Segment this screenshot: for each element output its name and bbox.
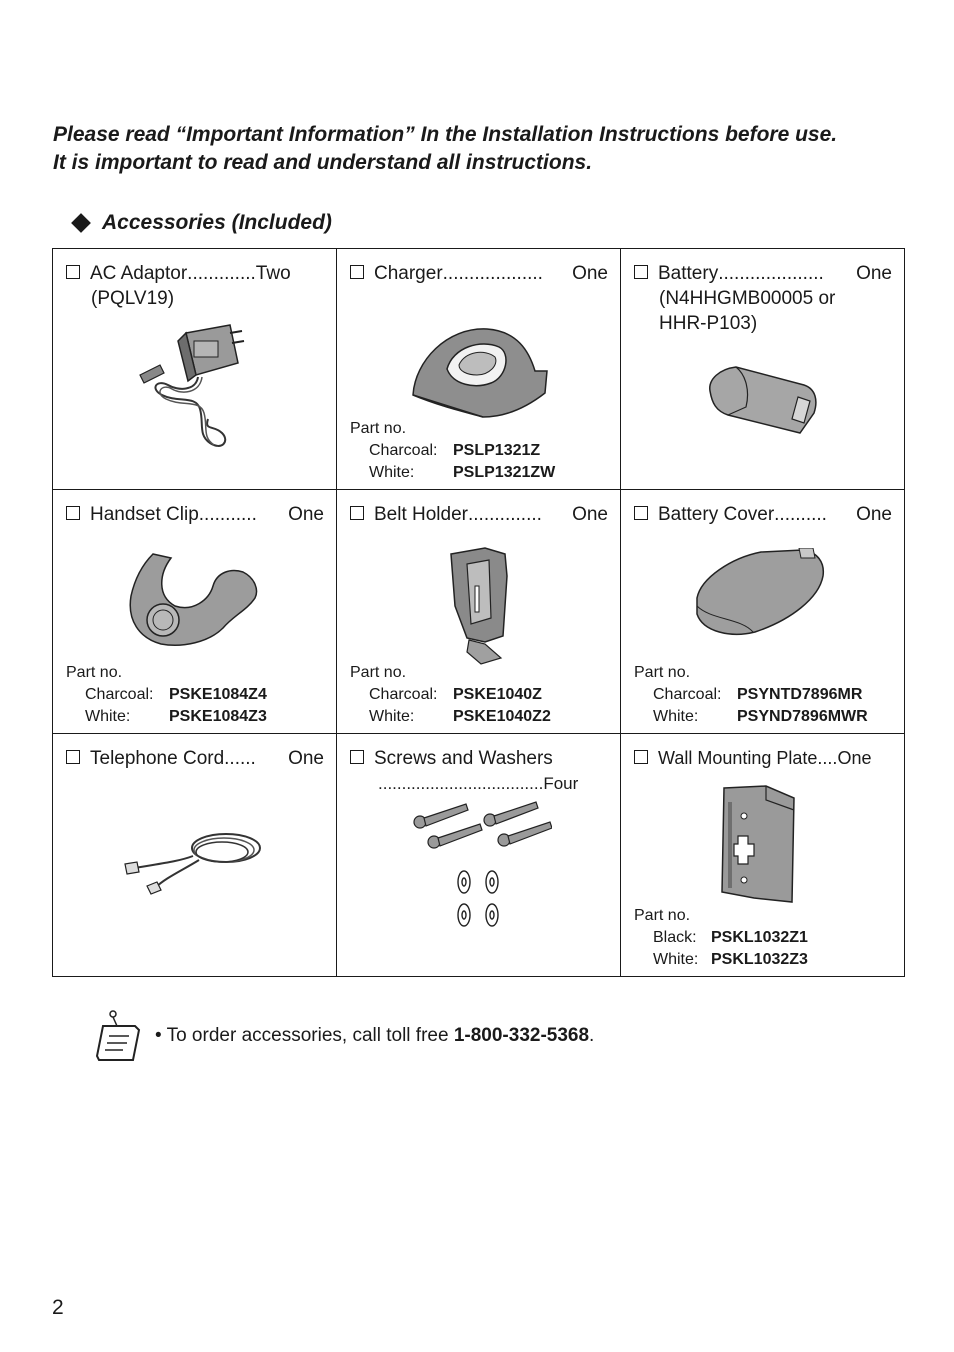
intro-text xyxy=(53,121,923,177)
part-numbers xyxy=(350,662,551,728)
part-number: PSKE1040Z xyxy=(453,686,542,703)
item-model: (N4HHGMB00005 or xyxy=(659,288,836,309)
item-qty: One xyxy=(572,263,608,284)
checkbox[interactable] xyxy=(350,750,364,764)
checkbox[interactable] xyxy=(350,506,364,520)
part-label: Part no. xyxy=(66,664,123,681)
item-dots: .............. xyxy=(468,504,542,525)
part-variant: White: xyxy=(369,708,415,725)
cell-battery-cover xyxy=(621,490,905,734)
part-variant: Charcoal: xyxy=(369,442,438,459)
section-title: Accessories (Included) xyxy=(102,211,332,234)
item-qty: One xyxy=(837,748,872,768)
item-model: (PQLV19) xyxy=(91,288,175,309)
checkbox[interactable] xyxy=(66,506,80,520)
cell-telephone-cord xyxy=(53,734,337,977)
item-name: Belt Holder xyxy=(374,504,468,525)
part-number: PSYNTD7896MR xyxy=(737,686,863,703)
item-name: Wall Mounting Plate xyxy=(658,748,818,768)
checkbox[interactable] xyxy=(66,750,80,764)
item-dots: ............. xyxy=(187,263,256,284)
item-name: Battery Cover xyxy=(658,504,775,525)
part-number: PSKE1084Z4 xyxy=(169,686,267,703)
item-name: Charger xyxy=(374,263,443,284)
checkbox[interactable] xyxy=(634,265,648,279)
cell-wall-mounting-plate xyxy=(621,734,905,977)
part-variant: White: xyxy=(369,464,415,481)
part-variant: Charcoal: xyxy=(369,686,438,703)
part-label: Part no. xyxy=(634,907,691,924)
item-dots: ...... xyxy=(224,748,256,769)
part-label: Part no. xyxy=(634,664,691,681)
item-name: AC Adaptor xyxy=(90,263,188,284)
part-number: PSKE1084Z3 xyxy=(169,708,267,725)
washer-icon xyxy=(458,871,498,926)
cell-belt-holder xyxy=(337,490,621,734)
screws-and-washers-icon xyxy=(412,800,552,930)
part-variant: Black: xyxy=(653,929,697,946)
item-qty: One xyxy=(288,748,324,769)
phone-number: 1-800-332-5368 xyxy=(453,1025,590,1046)
diamond-bullet-icon xyxy=(71,213,91,233)
part-number: PSLP1321Z xyxy=(453,442,541,459)
item-dots: .......... xyxy=(774,504,827,525)
ac-adaptor-icon xyxy=(138,319,253,454)
part-numbers xyxy=(634,905,808,971)
item-name: Handset Clip xyxy=(90,504,199,525)
part-number: PSYND7896MWR xyxy=(737,708,868,725)
intro-line-1: Please read “Important Information” In the Installation Instructions before use. xyxy=(53,123,838,146)
checkbox[interactable] xyxy=(66,265,80,279)
section-heading xyxy=(72,209,332,237)
item-dots: ................................... xyxy=(378,774,544,793)
part-number: PSKL1032Z3 xyxy=(711,951,808,968)
checkbox[interactable] xyxy=(634,750,648,764)
screw-icon xyxy=(414,802,552,848)
telephone-cord-icon xyxy=(121,824,266,904)
part-variant: White: xyxy=(85,708,131,725)
part-numbers xyxy=(66,662,267,728)
wall-mounting-plate-icon xyxy=(718,784,798,904)
part-label: Part no. xyxy=(350,664,407,681)
checkbox[interactable] xyxy=(350,265,364,279)
item-qty: One xyxy=(856,504,892,525)
part-variant: White: xyxy=(653,951,699,968)
item-model: HHR-P103) xyxy=(659,313,758,334)
belt-holder-icon xyxy=(445,546,515,666)
page-number: 2 xyxy=(52,1296,64,1319)
handset-clip-icon xyxy=(123,550,263,650)
part-variant: White: xyxy=(653,708,699,725)
item-dots: ........... xyxy=(198,504,257,525)
cell-screws-washers xyxy=(337,734,621,977)
note-suffix: . xyxy=(589,1025,595,1046)
part-number: PSKE1040Z2 xyxy=(453,708,551,725)
item-qty: Four xyxy=(543,774,579,793)
part-variant: Charcoal: xyxy=(85,686,154,703)
item-qty: One xyxy=(856,263,892,284)
intro-line-2: It is important to read and understand all instructions. xyxy=(53,151,593,174)
item-name: Battery xyxy=(658,263,719,284)
item-name: Telephone Cord xyxy=(90,748,225,769)
battery-cover-icon xyxy=(691,548,831,638)
checkbox[interactable] xyxy=(634,506,648,520)
part-variant: Charcoal: xyxy=(653,686,722,703)
item-qty: One xyxy=(572,504,608,525)
note-text xyxy=(155,1025,594,1047)
accessories-table xyxy=(52,248,905,977)
cell-battery xyxy=(621,249,905,490)
item-dots: .................... xyxy=(718,263,824,284)
part-numbers xyxy=(350,418,555,484)
notepad-icon xyxy=(95,1008,141,1064)
item-qty: Two xyxy=(255,263,291,284)
cell-handset-clip xyxy=(53,490,337,734)
part-number: PSKL1032Z1 xyxy=(711,929,808,946)
item-name: Screws and Washers xyxy=(374,748,553,769)
item-dots: .... xyxy=(817,748,838,768)
cell-ac-adaptor xyxy=(53,249,337,490)
part-numbers xyxy=(634,662,868,728)
part-label: Part no. xyxy=(350,420,407,437)
order-note xyxy=(95,1008,594,1064)
charger-icon xyxy=(407,321,552,421)
battery-icon xyxy=(706,361,821,441)
cell-charger xyxy=(337,249,621,490)
part-number: PSLP1321ZW xyxy=(453,464,556,481)
note-prefix: • To order accessories, call toll free xyxy=(155,1025,454,1046)
item-dots: ................... xyxy=(442,263,543,284)
item-qty: One xyxy=(288,504,324,525)
